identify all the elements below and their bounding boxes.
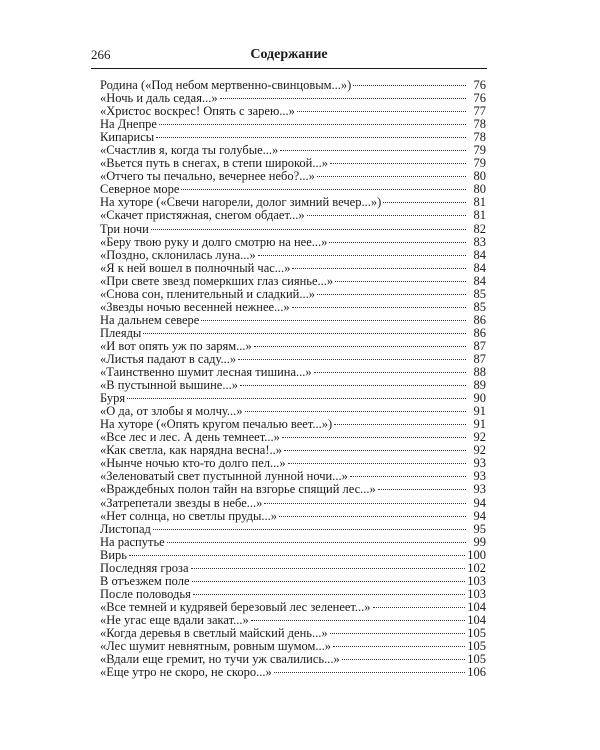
- toc-entry-page: 91: [473, 404, 486, 419]
- toc-entry-page: 93: [473, 456, 486, 471]
- header-rule: [91, 68, 487, 69]
- table-of-contents: [100, 79, 486, 679]
- toc-entry-title: «Снова сон, пленительный и сладкий...»: [100, 286, 315, 301]
- toc-entry: [100, 379, 486, 392]
- toc-entry: [100, 536, 486, 549]
- toc-entry-title: «О да, от злобы я молчу...»: [100, 404, 243, 419]
- toc-entry-page: 84: [473, 260, 486, 275]
- toc-entry-title: «Все лес и лес. А день темнеет...»: [100, 430, 280, 445]
- page-header: [91, 47, 487, 67]
- toc-entry-page: 87: [473, 351, 486, 366]
- dot-leader: [127, 398, 466, 399]
- toc-entry-page: 103: [467, 573, 486, 588]
- toc-entry-page: 93: [473, 482, 486, 497]
- toc-entry-page: 90: [473, 391, 486, 406]
- dot-leader: [191, 568, 466, 569]
- dot-leader: [156, 137, 466, 138]
- toc-entry-title: Кипарисы: [100, 130, 155, 145]
- toc-entry: [100, 327, 486, 340]
- toc-entry-title: «Все темней и кудрявей березовый лес зеленеет...»: [100, 599, 371, 614]
- dot-leader: [201, 320, 466, 321]
- toc-entry-page: 92: [473, 443, 486, 458]
- toc-entry-page: 84: [473, 247, 486, 262]
- toc-entry-title: «Лес шумит невнятным, ровным шумом...»: [100, 639, 332, 654]
- toc-entry-title: «Вдали еще гремит, но тучи уж свалились...»: [100, 652, 340, 667]
- dot-leader: [335, 281, 466, 282]
- toc-entry-title: На дальнем севере: [100, 312, 200, 327]
- toc-entry-title: «Листья падают в саду...»: [100, 351, 237, 366]
- toc-entry: [100, 118, 486, 131]
- toc-entry-page: 100: [467, 547, 486, 562]
- toc-entry-title: «Затрепетали звезды в небе...»: [100, 495, 263, 510]
- toc-entry-title: «Вьется путь в снегах, в степи широкой...»: [100, 156, 328, 171]
- toc-entry: [100, 588, 486, 601]
- toc-entry-title: «И вот опять уж по зарям...»: [100, 338, 252, 353]
- toc-entry: [100, 575, 486, 588]
- toc-entry-page: 95: [473, 521, 486, 536]
- toc-entry-title: «Когда деревья в светлый майский день...»: [100, 625, 328, 640]
- toc-entry: [100, 301, 486, 314]
- toc-entry-title: «Еще утро не скоро, не скоро...»: [100, 665, 272, 680]
- dot-leader: [181, 189, 466, 190]
- toc-entry-page: 82: [473, 221, 486, 236]
- toc-entry-page: 104: [467, 599, 486, 614]
- dot-leader: [151, 229, 466, 230]
- dot-leader: [153, 529, 466, 530]
- toc-entry-title: «Я к ней вошел в полночный час...»: [100, 260, 291, 275]
- dot-leader: [373, 607, 466, 608]
- toc-entry-title: «Скачет пристяжная, снегом обдает...»: [100, 208, 305, 223]
- toc-entry-page: 81: [473, 208, 486, 223]
- dot-leader: [251, 620, 465, 621]
- toc-entry: [100, 562, 486, 575]
- toc-entry: [100, 223, 486, 236]
- toc-entry-page: 94: [473, 508, 486, 523]
- dot-leader: [167, 542, 466, 543]
- toc-entry-title: «Как светла, как нарядна весна!..»: [100, 443, 283, 458]
- toc-entry-page: 104: [467, 612, 486, 627]
- toc-entry-title: После половодья: [100, 586, 191, 601]
- dot-leader: [353, 85, 466, 86]
- dot-leader: [274, 672, 466, 673]
- toc-entry-title: Три ночи: [100, 221, 149, 236]
- dot-leader: [240, 385, 466, 386]
- toc-entry-title: «При свете звезд померкших глаз сиянье...»: [100, 273, 334, 288]
- toc-entry-page: 86: [473, 325, 486, 340]
- toc-entry-title: Северное море: [100, 182, 180, 197]
- dot-leader: [159, 124, 466, 125]
- toc-entry-title: Листопад: [100, 521, 151, 536]
- toc-entry-page: 76: [473, 91, 486, 106]
- toc-entry-page: 79: [473, 156, 486, 171]
- toc-entry: [100, 209, 486, 222]
- toc-entry-page: 78: [473, 130, 486, 145]
- toc-entry: [100, 483, 486, 496]
- toc-entry-page: 105: [467, 652, 486, 667]
- dot-leader: [330, 163, 466, 164]
- toc-entry-title: «Ночь и даль седая...»: [100, 91, 218, 106]
- toc-entry-title: «Таинственно шумит лесная тишина...»: [100, 365, 312, 380]
- toc-entry-page: 85: [473, 299, 486, 314]
- toc-entry: [100, 262, 486, 275]
- running-title: Содержание: [250, 47, 328, 62]
- toc-entry-page: 86: [473, 312, 486, 327]
- toc-entry-title: «Поздно, склонилась луна...»: [100, 247, 256, 262]
- toc-entry-title: «Зеленоватый свет пустынной лунной ночи...»: [100, 469, 348, 484]
- dot-leader: [297, 111, 466, 112]
- toc-entry: [100, 614, 486, 627]
- dot-leader: [378, 489, 466, 490]
- dot-leader: [288, 463, 466, 464]
- toc-entry-title: «Христос воскрес! Опять с зарею...»: [100, 104, 295, 119]
- dot-leader: [314, 372, 466, 373]
- toc-entry: [100, 549, 486, 562]
- toc-entry-title: Вирь: [100, 547, 127, 562]
- toc-entry-title: На распутье: [100, 534, 165, 549]
- toc-entry-title: Последняя гроза: [100, 560, 189, 575]
- toc-entry: [100, 249, 486, 262]
- toc-entry-title: На хуторе («Опять кругом печалью веет...»): [100, 417, 333, 432]
- toc-entry-page: 83: [473, 234, 486, 249]
- toc-entry: [100, 236, 486, 249]
- dot-leader: [220, 98, 466, 99]
- toc-entry: [100, 314, 486, 327]
- toc-entry-title: В отъезжем поле: [100, 573, 190, 588]
- toc-entry-page: 103: [467, 586, 486, 601]
- dot-leader: [292, 268, 466, 269]
- toc-entry-page: 84: [473, 273, 486, 288]
- toc-entry-title: «Нынче ночью кто-то долго пел...»: [100, 456, 286, 471]
- dot-leader: [317, 176, 466, 177]
- toc-entry-title: «Нет солнца, но светлы пруды...»: [100, 508, 277, 523]
- toc-entry-title: Буря: [100, 391, 126, 406]
- dot-leader: [329, 242, 466, 243]
- page-number: 266: [91, 47, 111, 62]
- dot-leader: [350, 476, 466, 477]
- toc-entry: [100, 666, 486, 679]
- dot-leader: [292, 307, 466, 308]
- toc-entry: [100, 288, 486, 301]
- toc-entry-title: На хуторе («Свечи нагорели, долог зимний вечер...»): [100, 195, 382, 210]
- toc-entry-page: 80: [473, 182, 486, 197]
- toc-entry-page: 93: [473, 469, 486, 484]
- toc-entry-page: 105: [467, 625, 486, 640]
- dot-leader: [282, 437, 466, 438]
- toc-entry-page: 106: [467, 665, 486, 680]
- dot-leader: [334, 424, 466, 425]
- toc-entry-page: 91: [473, 417, 486, 432]
- dot-leader: [280, 150, 466, 151]
- toc-entry-page: 76: [473, 78, 486, 92]
- dot-leader: [307, 215, 466, 216]
- dot-leader: [254, 346, 466, 347]
- dot-leader: [258, 255, 466, 256]
- dot-leader: [383, 202, 466, 203]
- toc-entry-page: 77: [473, 104, 486, 119]
- dot-leader: [129, 555, 465, 556]
- toc-entry-title: «Враждебных полон тайн на взгорье спящий лес...»: [100, 482, 376, 497]
- toc-entry-title: «Не угас еще вдали закат...»: [100, 612, 249, 627]
- dot-leader: [330, 633, 466, 634]
- toc-entry: [100, 510, 486, 523]
- toc-entry-title: Родина («Под небом мертвенно-свинцовым...»): [100, 78, 352, 92]
- dot-leader: [192, 581, 466, 582]
- toc-entry: [100, 497, 486, 510]
- dot-leader: [279, 516, 466, 517]
- dot-leader: [238, 359, 466, 360]
- toc-entry-title: «В пустынной вышине...»: [100, 378, 238, 393]
- toc-entry-page: 79: [473, 143, 486, 158]
- toc-entry-page: 80: [473, 169, 486, 184]
- toc-entry-page: 88: [473, 365, 486, 380]
- toc-entry-page: 99: [473, 534, 486, 549]
- toc-entry-title: Плеяды: [100, 325, 142, 340]
- dot-leader: [264, 503, 466, 504]
- toc-entry-page: 81: [473, 195, 486, 210]
- toc-entry-page: 85: [473, 286, 486, 301]
- toc-entry-title: «Звезды ночью весенней нежнее...»: [100, 299, 290, 314]
- toc-entry: [100, 275, 486, 288]
- toc-entry: [100, 601, 486, 614]
- toc-entry-title: «Беру твою руку и долго смотрю на нее...»: [100, 234, 328, 249]
- dot-leader: [193, 594, 465, 595]
- dot-leader: [245, 411, 466, 412]
- toc-entry-page: 102: [467, 560, 486, 575]
- toc-entry-page: 89: [473, 378, 486, 393]
- toc-entry-page: 78: [473, 117, 486, 132]
- toc-entry-page: 105: [467, 639, 486, 654]
- dot-leader: [143, 333, 466, 334]
- toc-entry-page: 94: [473, 495, 486, 510]
- dot-leader: [342, 659, 466, 660]
- dot-leader: [333, 646, 465, 647]
- dot-leader: [284, 450, 466, 451]
- toc-entry-title: На Днепре: [100, 117, 157, 132]
- toc-entry-title: «Счастлив я, когда ты голубые...»: [100, 143, 279, 158]
- toc-entry-page: 87: [473, 338, 486, 353]
- dot-leader: [317, 294, 466, 295]
- toc-entry: [100, 105, 486, 118]
- toc-entry: [100, 523, 486, 536]
- toc-entry-title: «Отчего ты печально, вечернее небо?...»: [100, 169, 315, 184]
- toc-entry-page: 92: [473, 430, 486, 445]
